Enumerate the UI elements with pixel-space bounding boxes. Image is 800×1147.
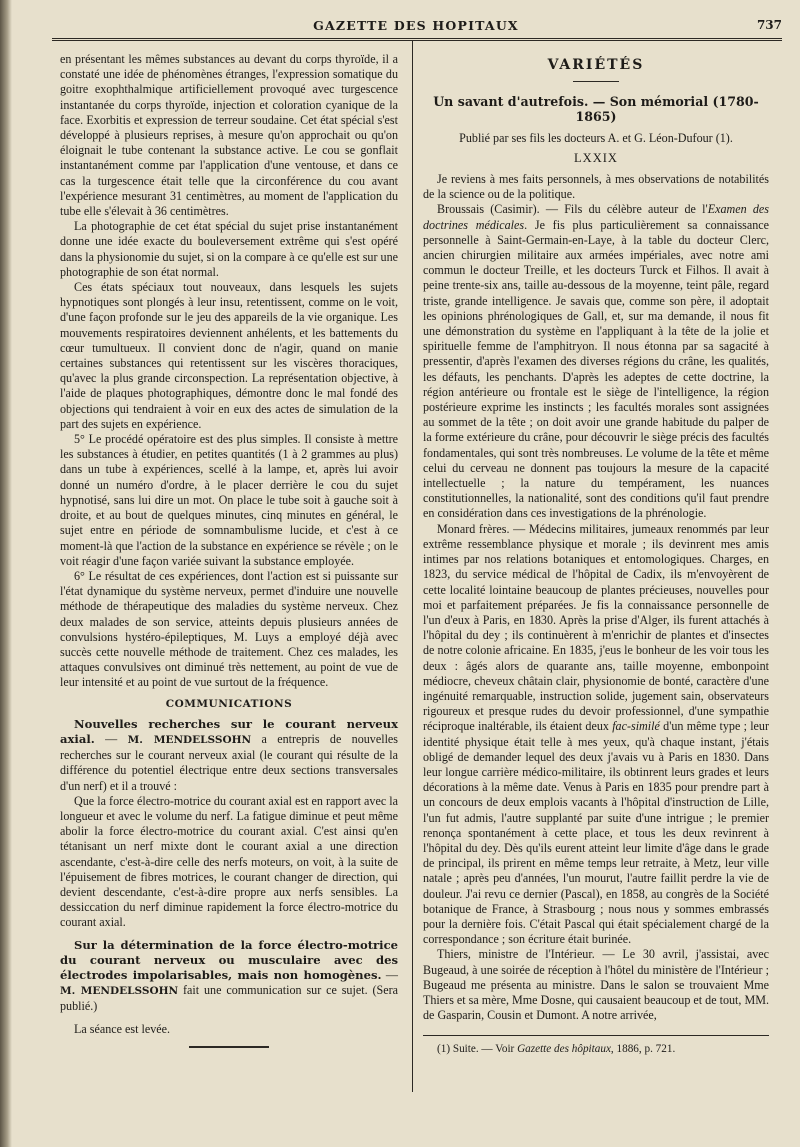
paragraph: Que la force électro-motrice du courant axial est en rapport avec la longueur et avec le volume du nerf. La fatigue diminue et peut même abolir la force électro-motrice du courant axial. C'est ainsi qu'en tétanisant un nerf mixte dont le courant axial a une direction ascendante, c'est-à-dire celle des nerfs moteurs, on voit, à la suite de l'épuisement de fibres motrices, le courant changer de direction, qui devient descendante, c'est-à-dire propre aux nerfs sensibles. La dessiccation du nerf diminue rapidement la force électro-motrice du courant axial. xyxy=(60,793,398,930)
communications-heading: COMMUNICATIONS xyxy=(165,697,293,710)
article-author: M. MENDELSSOHN xyxy=(127,733,252,746)
text-run: d'un même type ; leur identité physique était telle à mes yeux, qu'à chaque instant, j'étais obligé de demander lequel des deux j'avais vu à Paris en 1830. Dans leur longue carrière médico-militaire, ils obtinrent leurs grades et leurs décorations à la même date. Venus à Paris en 1835 pour prendre part à un concours de deux emplois vacants à l'hôpital d'instruction de Lille, l'un fut admis, l'autre supplanté par suite d'une intrigue ; le premier renonça spontanément à cette place, et tous les deux revinrent à l'hôpital du dey. Dès qu'ils eurent atteint leur limite d'âge dans le grade de principal, ils prirent en même temps leur retraite, à Metz, leur ville natale ; après peu d'années, l'un mourut, l'autre faillit perdre la vie de douleur. J'ai revu ce dernier (Pascal), en 1858, au congrès de la Société botanique de France, à Strasbourg ; nous nous y sommes embrassés pour la dernière fois. C'était Pascal qui était spécialement chargé de la correspondance ; son écriture était burinée. xyxy=(423,719,769,947)
column-divider xyxy=(412,40,413,1092)
page-header xyxy=(50,18,782,38)
paragraph: Ces états spéciaux tout nouveaux, dans lesquels les sujets hypnotiques sont plongés à leur insu, retentissent, comme on le voit, d'une façon profonde sur le jeu des appareils de la vie organique. Les mouvements respiratoires deviennent anhélents, et les battements du cœur tumultueux. Il convient donc de n'agir, quand on manie certaines substances qui retentissent sur les viscères thoraciques, qu'avec la plus grande circonspection. La représentation objective, à l'aide de plaques photographiques, démontre donc le mal fondé des objections qui tendraient à voir en eux des actes de simulation de la part des sujets en expérience. xyxy=(60,280,398,431)
paragraph: Thiers, ministre de l'Intérieur. — Le 30 avril, j'assistai, avec Bugeaud, à une soirée de réception à l'hôtel du ministère de l'Intérieur ; Bugeaud me présenta au ministre. Dans le salon se trouvaient Mme Thiers et sa mère, Mme Dosne, qui causaient beaucoup et de tout, MM. de Gasparin, Cousin et Dumont. A notre arrivée, xyxy=(423,947,769,1023)
article-paragraph: Nouvelles recherches sur le courant nerveux axial. — M. MENDELSSOHN a entrepris de nouvelles recherches sur le courant nerveux axial (le courant qui résulte de la différence du potentiel électrique entre deux sections transversales d'un nerf) et il a trouvé : xyxy=(60,716,399,793)
section-heading: VARIÉTÉS xyxy=(547,57,645,73)
text-run: , 1886, p. 721. xyxy=(610,1043,676,1056)
paragraph: La photographie de cet état spécial du sujet prise instantanément donne une idée exacte du bouleversement extrême qui s'est opéré dans la physionomie du sujet, si on la compare à ce qu'elle est sur une photographie de son état normal. xyxy=(60,219,398,279)
left-column xyxy=(60,52,398,1048)
page-binding-shadow xyxy=(0,0,12,1147)
article-tail: fait une communication sur ce sujet. (Sera publié.) xyxy=(60,983,398,1014)
paragraph: 6° Le résultat de ces expériences, dont l'action est si puissante sur l'état dynamique du système nerveux, permet d'induire une nouvelle méthode de thérapeutique des maladies du système nerveux. Chez deux malades de son service, atteints depuis plusieurs années de convulsions hystéro-épileptiques, M. Luys a employé déjà avec succès cette nouvelle méthode de traitement. Chez ces malades, les attaques convulsives ont diminué très nettement, au point de vue de leur intensité et au point de vue surtout de la fréquence. xyxy=(60,568,398,690)
section-rule xyxy=(573,81,619,82)
article-title: Nouvelles recherches sur le courant nerveux axial. xyxy=(60,716,398,746)
article-title: Sur la détermination de la force électro-motrice du courant nerveux ou musculaire avec des électrodes impolarisables, mais non homogènes. xyxy=(60,937,398,982)
journal-title: GAZETTE DES HOPITAUX xyxy=(313,18,519,33)
paragraph: Je reviens à mes faits personnels, à mes observations de notabilités de la science ou de la politique. xyxy=(423,172,769,202)
article-author: M. MENDELSSOHN xyxy=(60,985,179,998)
closing-line: La séance est levée. xyxy=(74,1021,171,1036)
text-run: Monard frères. — Médecins militaires, jumeaux renommés par leur extrême ressemblance physique et morale ; ils devinrent mes amis intimes par nos relations botaniques et entomologiques. Charges, en 1823, du service médical de l'hôpital de Cadix, ils m'envoyèrent de cette localité lointaine beaucoup de plantes précieuses, nouvelles pour moi et parfaitement préparées. Je fis la connaissance personnelle de l'un d'eux à Paris, en 1830. Après la prise d'Alger, ils furent attachés à l'hôpital du dey ; ils continuèrent à m'enrichir de plantes et d'insectes de notre colonie africaine. En 1835, j'eus le bonheur de les voir tous les deux : âgés alors de quarante ans, taille moyenne, embonpoint médiocre, cheveux châtain clair, physionomie de bonté, caractère d'une ingénuité remarquable, instruction solide, jugement sain, observateurs rigoureux et presque rudes du devoir professionnel, d'une sympathie réciproque inaltérable, ils étaient deux xyxy=(423,521,769,734)
article-title: Un savant d'autrefois. — Son mémorial (1780-1865) xyxy=(433,94,759,125)
paragraph: en présentant les mêmes substances au devant du corps thyroïde, il a constaté une idée de phénomènes étranges, l'expression somatique du goitre exophthalmique artificiellement provoqué avec turgescence instantanée du corps thyroïde, injection et coloration cyanique de la face. Exorbitis et expression de terreur soudaine. Cet état spécial s'est développé à plusieurs reprises, à mesure qu'on approchait ou qu'on éloignait le tube contenant la substance active. Le cou se gonflait instantanément comme par l'application d'une ventouse, et dans ce cas la turgescence était telle que la circonférence du cou avant l'expérience mesurant 31 centimètres, au moment de l'application du tube elle s'élevait à 36 centimètres. xyxy=(60,52,398,219)
article-paragraph: Sur la détermination de la force électro-motrice du courant nerveux ou musculaire avec des électrodes impolarisables, mais non homogènes. — M. MENDELSSOHN fait une communication sur ce sujet. (Sera publié.) xyxy=(60,937,398,1014)
paragraph xyxy=(423,202,769,521)
text-run: Broussais (Casimir). — Fils du célèbre auteur de l' xyxy=(437,202,708,217)
end-rule xyxy=(189,1046,269,1048)
right-column xyxy=(423,52,769,1058)
italic-source: Gazette des hôpitaux xyxy=(517,1043,611,1056)
italic-title: Examen des doctrines médicales xyxy=(423,202,769,232)
paragraph: 5° Le procédé opératoire est des plus simples. Il consiste à mettre les substances à étudier, en petites quantités (1 à 2 grammes au plus) dans un tube à expériences, scellé à la lampe, et, après lui avoir donné un numéro d'ordre, à le placer derrière le cou du sujet hypnotisé, sans lui dire un mot. On place le tube soit à gauche soit à droite, et au bout de quelques minutes, cinq minutes en général, le sujet entre en période de somnambulisme lucide, et c'est à ce moment-là que l'action de la substance en expérience se révèle ; on le voit réagir d'une façon variée suivant la substance employée. xyxy=(60,432,398,568)
article-intro: a entrepris de nouvelles recherches sur le courant nerveux axial (le courant qui résulte de la différence du potentiel électrique entre deux sections transversales d'un nerf) et il a trouvé : xyxy=(60,731,399,793)
text-run: . Je fis plus particulièrement sa connaissance personnelle à Saint-Germain-en-Laye, à la table du docteur Clerc, ancien chirurgien militaire aux armées impériales, avec notre ami commun le docteur Treille, et les docteurs Turck et Filhos. Il avait à peine trente-six ans, taille au-dessous de la moyenne, teint pâle, regard triste, grande intelligence. Je savais que, comme son père, il adoptait les opinions phrénologiques de Gall, et, sur ma demande, il nous fit une démonstration du système en l'appliquant à la tête de la jolie et spirituelle femme de l'amphitryon. Il nous étonna par sa sagacité à pressentir, d'après l'examen des diverses régions du crâne, les qualités, les défauts, les penchants. D'après les adeptes de cette doctrine, la région antérieure ou frontale est le siège de l'intelligence, la région postérieure exprime les instincts ; les facultés morales sont assignées au sommet de la tête ; on doit avoir une grande habitude du palper de la forme extérieure du crâne, pour découvrir le siège précis des facultés fondamentales, qui sont très nombreuses. Le volume de la tête et même celui du cerveau ne donnent pas toujours la mesure de la capacité intellectuelle ; la nature du tempérament, les nuances constitutionnelles, la nationalité, sont des conditions qu'il faut prendre en considération dans ces investigations de la phrénologie. xyxy=(423,217,770,521)
article-subtitle: Publié par ses fils les docteurs A. et G. Léon-Dufour (1). xyxy=(459,130,733,145)
header-rule xyxy=(52,38,782,41)
chapter-number: LXXIX xyxy=(574,150,618,165)
paragraph xyxy=(423,522,769,948)
italic-term: fac-similé xyxy=(612,719,660,734)
text-run: (1) Suite. — Voir xyxy=(437,1043,518,1056)
footnote-rule xyxy=(423,1035,769,1036)
page-number: 737 xyxy=(756,18,782,32)
footnote xyxy=(423,1042,769,1057)
